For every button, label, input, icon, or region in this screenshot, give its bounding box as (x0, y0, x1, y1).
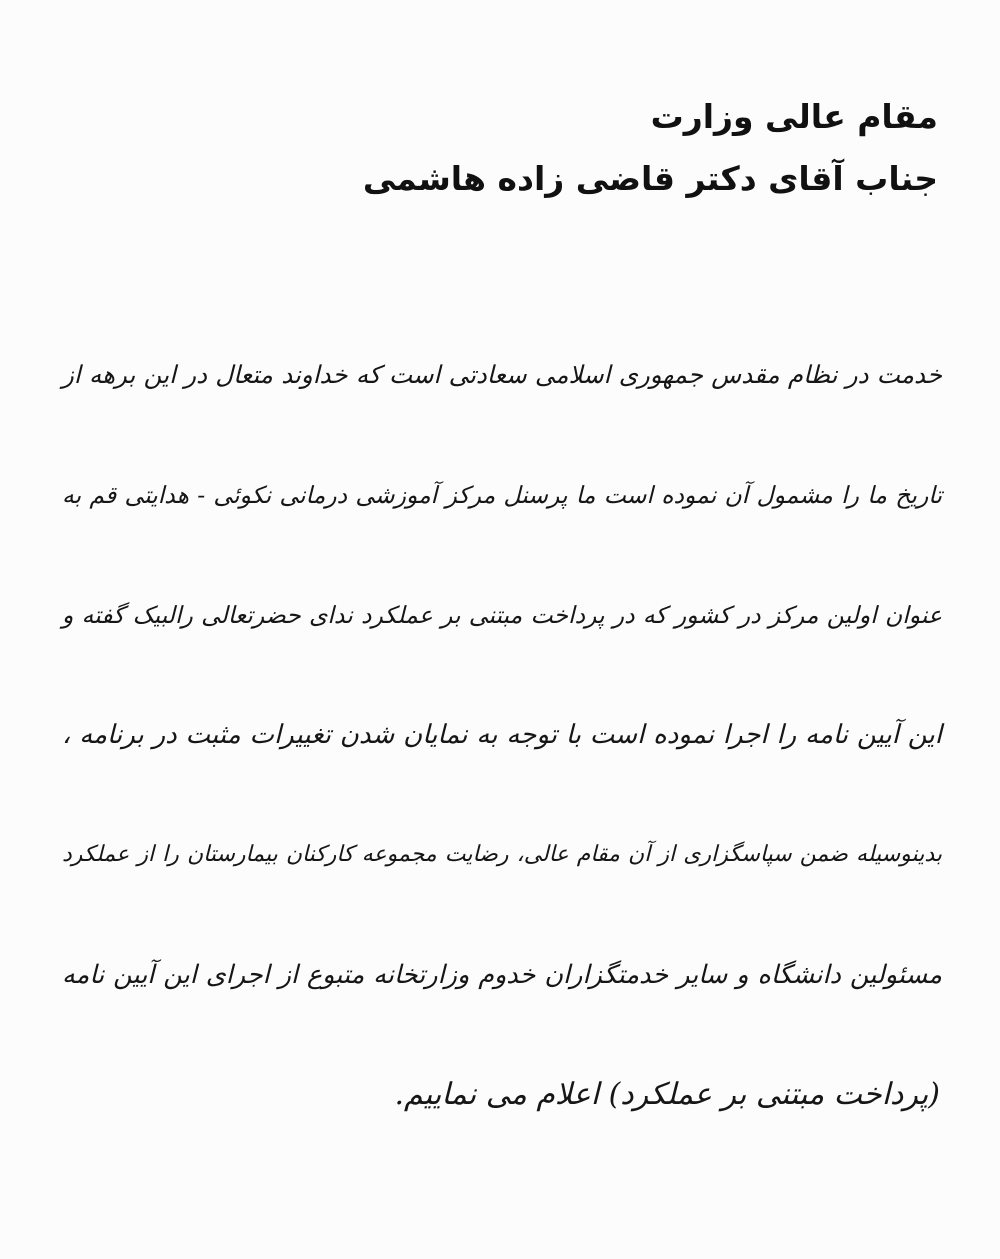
letter-body (62, 325, 942, 1165)
recipient-title: مقام عالی وزارت (650, 97, 938, 136)
body-line-4: این آیین نامه را اجرا نموده است با توجه به نمایان شدن تغییرات مثبت در برنامه ، (62, 720, 942, 750)
recipient-name: جناب آقای دکتر قاضی زاده هاشمی (362, 159, 938, 198)
body-line-5: بدینوسیله ضمن سپاسگزاری از آن مقام عالی، رضایت مجموعه کارکنان بیمارستان را از عملکرد (62, 842, 942, 867)
body-line-6: مسئولین دانشگاه و سایر خدمتگزاران خدوم وزارتخانه متبوع از اجرای این آیین نامه (62, 960, 942, 990)
body-line-2: تاریخ ما را مشمول آن نموده است ما پرسنل مرکز آموزشی درمانی نکوئی - هدایتی قم به (62, 481, 942, 509)
body-line-7: (پرداخت مبتنی بر عملکرد) اعلام می نماییم. (394, 1077, 940, 1112)
body-line-1: خدمت در نظام مقدس جمهوری اسلامی سعادتی است که خداوند متعال در این برهه از (62, 360, 942, 389)
letter-header (338, 86, 938, 210)
body-line-3: عنوان اولین مرکز در کشور که در پرداخت مبتنی بر عملکرد ندای حضرتعالی رالبیک گفته و (62, 601, 942, 629)
